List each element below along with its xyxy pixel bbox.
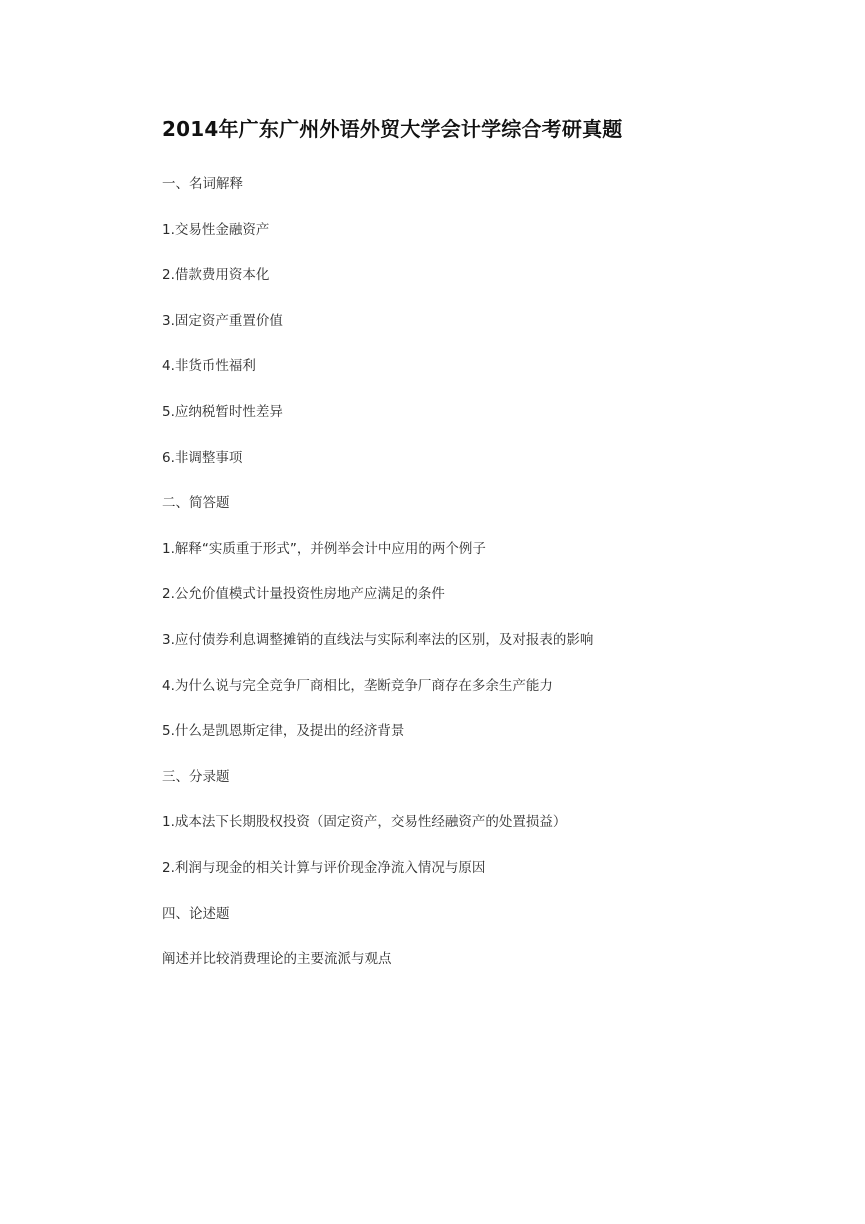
question-item: 1.交易性金融资产 — [162, 221, 270, 238]
question-item: 2.借款费用资本化 — [162, 267, 270, 284]
question-item: 4.非货币性福利 — [162, 358, 256, 375]
section-heading-essay: 四、论述题 — [162, 905, 230, 922]
question-item: 阐述并比较消费理论的主要流派与观点 — [162, 951, 392, 968]
document-body — [162, 172, 782, 993]
question-item: 1.解释“实质重于形式”，并例举会计中应用的两个例子 — [162, 540, 486, 557]
question-item: 4.为什么说与完全竞争厂商相比，垄断竞争厂商存在多余生产能力 — [162, 677, 553, 694]
section-heading-short-answer: 二、简答题 — [162, 495, 230, 512]
question-item: 2.利润与现金的相关计算与评价现金净流入情况与原因 — [162, 859, 486, 876]
document-title: 2014年广东广州外语外贸大学会计学综合考研真题 — [162, 117, 623, 141]
question-item: 3.应付债券利息调整摊销的直线法与实际利率法的区别，及对报表的影响 — [162, 631, 594, 648]
question-item: 2.公允价值模式计量投资性房地产应满足的条件 — [162, 586, 445, 603]
section-heading-journal-entries: 三、分录题 — [162, 768, 230, 785]
section-heading-terms: 一、名词解释 — [162, 176, 243, 192]
question-item: 5.什么是凯恩斯定律，及提出的经济背景 — [162, 723, 405, 740]
question-item: 5.应纳税暂时性差异 — [162, 403, 283, 420]
question-item: 6.非调整事项 — [162, 449, 243, 466]
question-item: 3.固定资产重置价值 — [162, 312, 283, 329]
question-item: 1.成本法下长期股权投资（固定资产，交易性经融资产的处置损益） — [162, 814, 567, 831]
